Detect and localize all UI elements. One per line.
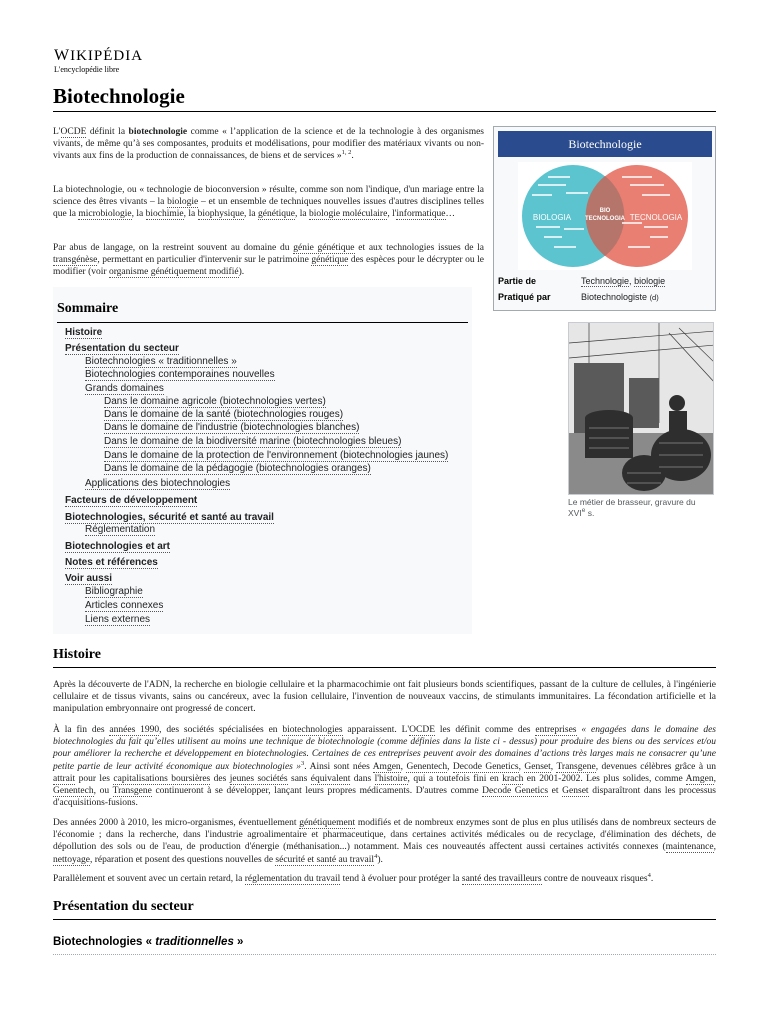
link-capitalisations[interactable]: capitalisations boursières [113,773,211,784]
intro-paragraph-3: Par abus de langage, on la restreint souvent au domaine du génie génétique et aux technologies issues de la transgénèse, permettant en particulier d'intervenir sur le patrimoine génétique des espèces pour le décrypter ou le modifier (voir organisme génétiquement modifié). [53,243,485,278]
reference-marker[interactable]: 3 [301,759,305,767]
link-genetique-2[interactable]: génétique [311,255,349,266]
toc-item-bibliographie[interactable]: Bibliographie [85,586,143,597]
logo-wordmark: WIKIPÉDIA [54,47,144,64]
link-genset-2[interactable]: Genset [562,786,589,797]
wikidata-link[interactable]: (d) [649,293,659,302]
link-genetiquement[interactable]: génétiquement [299,818,356,828]
infobox-key: Pratiqué par [498,292,551,302]
toc-item-biotech-contemporaines[interactable]: Biotechnologies contemporaines nouvelles [85,369,275,380]
value-biotechnologiste[interactable]: Biotechnologiste [581,292,648,302]
link-transgenese[interactable]: transgénèse [53,255,98,266]
link-genentech[interactable]: Genentech [406,761,448,772]
venn-diagram [518,162,692,270]
toc-item-domaine-industrie[interactable]: Dans le domaine de l'industrie (biotechnologies blanches) [104,422,360,433]
link-genentech-2[interactable]: Genentech [53,786,94,797]
link-microbiologie[interactable]: microbiologie [78,209,132,220]
toc-item-facteurs[interactable]: Facteurs de développement [65,495,198,506]
toc-item-voir-aussi[interactable]: Voir aussi [65,573,113,584]
subsection-divider [53,954,716,955]
subsection-heading-traditionnelles: Biotechnologies « traditionnelles » [53,936,244,948]
histoire-paragraph-2: À la fin des années 1990, des sociétés spécialisées en biotechnologies apparaissent. L'OCDE les définit comme des entreprises « engagées dans le domaine des biotechnologies du fait qu’elles utilisent au moins une technique de biotechnologie (comme définies dans la liste ci - dessus) pour produire des biens ou des services et/ou pour améliorer la recherche et développement en biotechnologies. Certaines de ces entreprises peuvent avoir des domaines d’actions très larges mais ne consacrer qu’une petite partie de leur activité économique aux biotechnologies »$^3$. Ainsi sont nées Amgen, Genentech, Decode Genetics, Genset, Transgene, devenues célèbres grâce à un attrait pour les capitalisations boursières des jeunes sociétés sans équivalent dans l'histoire, qui a toutefois fini en krach en 2001-2002. Les plus solides, comme Amgen, Genentech, ou Transgene continueront à se développer, lançant leurs propres médicaments. D'autres comme Decode Genetics et Genset disparaîtront dans les processus d'acquisitions-fusions. [53,725,717,809]
link-equivalent[interactable]: équivalent [310,773,351,784]
image-caption: Le métier de brasseur, gravure du XVIe s. [568,497,696,518]
link-biologie[interactable]: biologie [167,197,199,208]
toc-item-domaine-agricole[interactable]: Dans le domaine agricole (biotechnologies vertes) [104,396,326,407]
link-technologie[interactable]: Technologie [581,276,630,286]
link-attrait[interactable]: attrait [53,773,76,784]
histoire-paragraph-3: Des années 2000 à 2010, les micro-organismes, éventuellement génétiquement modifiés et de nombreux enzymes sont de plus en plus utilisés dans de nombreux secteurs de l'économie ; dans la recherche, dans l'industrie agroalimentaire et pharmaceutique, dans certaines activités médicales ou de recyclage, d'élimination des déchets, de dépollution des sols ou de l'eau, de production d'énergie (méthanisation...) notamment. Mais ces nouveautés affectent aussi certaines activités connexes (maintenance, nettoyage, réparation et posent des questions nouvelles de sécurité et santé au travail$^4$). [53,818,716,865]
link-nettoyage[interactable]: nettoyage [53,854,90,865]
page-title: Biotechnologie [53,84,185,108]
venn-diagram-image[interactable] [518,162,692,270]
toc-item-notes-references[interactable]: Notes et références [65,557,158,568]
toc-item-biotech-art[interactable]: Biotechnologies et art [65,541,171,552]
section-divider [53,919,716,920]
link-amgen-2[interactable]: Amgen [685,773,714,784]
table-of-contents [53,287,472,634]
section-divider [53,667,716,668]
histoire-paragraph-4: Parallèlement et souvent avec un certain retard, la réglementation du travail tend à évoluer pour protéger la santé des travailleurs contre de nouveaux risques$^4$. [53,871,654,884]
link-ocde[interactable]: OCDE [60,127,87,137]
logo-tagline: L'encyclopédie libre [54,65,120,74]
infobox-value [581,292,659,302]
link-decode-genetics[interactable]: Decode Genetics [452,761,519,772]
toc-item-articles-connexes[interactable]: Articles connexes [85,600,164,611]
toc-item-presentation-secteur[interactable]: Présentation du secteur [65,343,179,354]
title-divider [53,111,716,112]
intro-paragraph-2: La biotechnologie, ou « technologie de bioconversion » résulte, comme son nom l'indique, d'un mariage entre la science des êtres vivants – la biologie – et un ensemble de techniques nouvelles issues d'autres disciplines telles que la microbiologie, la biochimie, la biophysique, la génétique, la biologie moléculaire, l'informatique… [53,185,484,220]
histoire-paragraph-1: Après la découverte de l'ADN, la recherche en biologie cellulaire et la pharmacochimie ont fait plusieurs bonds scientifiques, passant de la culture de cellules, à l'ingénierie cellulaire et de tissus vivants, sains ou cancéreux, avec la fusion cellulaire, l'invention de nouveaux vaccins, de stimulants immunitaires. La fécondation artificielle et la manipulation embryonnaire ont progressé de concert. [53,680,716,715]
link-transgene-2[interactable]: Transgene [112,786,152,797]
toc-item-biotech-traditionnelles[interactable]: Biotechnologies « traditionnelles » [85,356,237,367]
link-securite-sante[interactable]: sécurité et santé au travail [275,854,375,865]
link-biochimie[interactable]: biochimie [145,209,184,220]
toc-item-liens-externes[interactable]: Liens externes [85,614,151,625]
link-transgene[interactable]: Transgene [556,761,596,772]
venn-label-tecnologia: TECNOLOGIA [629,213,683,222]
toc-item-histoire[interactable]: Histoire [65,327,103,338]
link-krach[interactable]: krach [502,773,524,784]
toc-title: Sommaire [57,301,119,316]
toc-item-domaine-biodiversite[interactable]: Dans le domaine de la biodiversité marine (biotechnologies bleues) [104,436,402,447]
link-genset[interactable]: Genset [524,761,551,772]
venn-label-center-tecnologia: TECNOLOGIA [585,216,625,222]
link-maintenance[interactable]: maintenance [665,842,714,853]
infobox-key: Partie de [498,276,537,286]
link-entreprises[interactable]: entreprises [535,725,577,735]
intro-paragraph-1: L'OCDE définit la biotechnologie comme « l’application de la science et de la technologie à des organismes vivants, de même qu’à ses composantes, produits et modélisations, pour modifier des matériaux vivants ou non-vivants aux fins de la production de connaissances, de biens et de services »$^{1, 2}$. [53,127,484,162]
reference-marker[interactable]: 4 [374,852,378,860]
link-reglementation-travail[interactable]: réglementation du travail [244,874,341,884]
link-jeunes-societes[interactable]: jeunes sociétés [229,773,288,784]
toc-item-domaine-environnement[interactable]: Dans le domaine de la protection de l'environnement (biotechnologies jaunes) [104,450,449,461]
infobox-title: Biotechnologie [498,131,712,157]
wikipedia-logo[interactable] [54,48,154,75]
link-biologie-infobox[interactable]: biologie [634,276,666,286]
infobox [493,126,716,311]
toc-item-domaine-pedagogie[interactable]: Dans le domaine de la pédagogie (biotechnologies oranges) [104,463,371,474]
link-genie-genetique[interactable]: génie génétique [293,243,355,253]
link-biophysique[interactable]: biophysique [197,209,245,220]
reference-marker[interactable]: 4 [647,871,651,879]
section-heading-histoire: Histoire [53,647,101,662]
link-sante-travailleurs[interactable]: santé des travailleurs [461,874,542,884]
link-genetique[interactable]: génétique [258,209,295,220]
link-biotechnologies[interactable]: biotechnologies [282,725,343,735]
toc-item-grands-domaines[interactable]: Grands domaines [85,383,164,394]
infobox-value: Technologie, biologie [581,276,666,286]
link-ogm[interactable]: organisme génétiquement modifié [108,267,239,278]
toc-item-reglementation[interactable]: Réglementation [85,524,156,535]
toc-item-securite-sante[interactable]: Biotechnologies, sécurité et santé au travail [65,512,274,523]
engraving-illustration [569,323,714,495]
section-heading-presentation: Présentation du secteur [53,899,194,914]
venn-label-biologia: BIOLOGIA [532,213,572,222]
link-amgen[interactable]: Amgen [372,761,401,772]
link-annees-1990[interactable]: années 1990 [109,725,160,735]
toc-item-domaine-sante[interactable]: Dans le domaine de la santé (biotechnologies rouges) [104,409,344,420]
toc-item-applications[interactable]: Applications des biotechnologies [85,478,231,489]
link-histoire[interactable]: l'histoire [374,773,408,784]
venn-label-bio: BIO [599,208,611,214]
link-biologie-moleculaire[interactable]: biologie moléculaire [308,209,388,220]
link-ocde-2[interactable]: OCDE [409,725,436,735]
brewer-engraving-image[interactable] [568,322,714,495]
link-informatique[interactable]: informatique [396,209,446,220]
reference-marker[interactable]: 1, 2 [341,149,352,157]
link-decode-genetics-2[interactable]: Decode Genetics [482,786,549,797]
toc-divider [57,322,468,323]
